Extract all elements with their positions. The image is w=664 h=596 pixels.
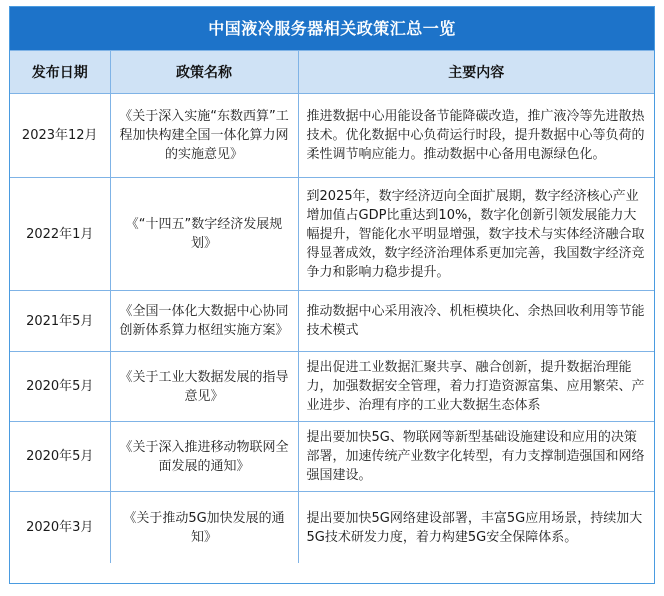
policy-table xyxy=(10,50,654,563)
cell-policy-name: 《关于深入实施“东数西算”工程加快构建全国一体化算力网的实施意见》 xyxy=(110,94,298,178)
table-row xyxy=(10,94,654,178)
cell-content: 推动数据中心采用液冷、机柜模块化、余热回收利用等节能技术模式 xyxy=(298,291,654,352)
cell-date: 2021年5月 xyxy=(10,291,110,352)
cell-date: 2020年5月 xyxy=(10,352,110,422)
cell-policy-name: 《全国一体化大数据中心协同创新体系算力枢纽实施方案》 xyxy=(110,291,298,352)
cell-content: 提出要加快5G、物联网等新型基础设施建设和应用的决策部署，加速传统产业数字化转型，有力支撑制造强国和网络强国建设。 xyxy=(298,422,654,492)
cell-date: 2023年12月 xyxy=(10,94,110,178)
header-row xyxy=(10,51,654,94)
header-policy-name: 政策名称 xyxy=(110,51,298,94)
cell-policy-name: 《关于推动5G加快发展的通知》 xyxy=(110,492,298,564)
header-content: 主要内容 xyxy=(298,51,654,94)
policy-table-card xyxy=(9,6,655,584)
table-title: 中国液冷服务器相关政策汇总一览 xyxy=(10,7,654,50)
cell-content: 推进数据中心用能设备节能降碳改造，推广液冷等先进散热技术。优化数据中心负荷运行时段，提升数据中心等负荷的柔性调节响应能力。推动数据中心备用电源绿色化。 xyxy=(298,94,654,178)
cell-policy-name: 《“十四五”数字经济发展规划》 xyxy=(110,178,298,291)
cell-content: 提出促进工业数据汇聚共享、融合创新，提升数据治理能力，加强数据安全管理，着力打造资源富集、应用繁荣、产业进步、治理有序的工业大数据生态体系 xyxy=(298,352,654,422)
cell-policy-name: 《关于深入推进移动物联网全面发展的通知》 xyxy=(110,422,298,492)
table-row xyxy=(10,352,654,422)
table-row xyxy=(10,178,654,291)
table-row xyxy=(10,422,654,492)
table-row xyxy=(10,492,654,564)
cell-content: 提出要加快5G网络建设部署，丰富5G应用场景，持续加大5G技术研发力度，着力构建5G安全保障体系。 xyxy=(298,492,654,564)
table-row xyxy=(10,291,654,352)
cell-policy-name: 《关于工业大数据发展的指导意见》 xyxy=(110,352,298,422)
cell-date: 2020年5月 xyxy=(10,422,110,492)
cell-content: 到2025年，数字经济迈向全面扩展期，数字经济核心产业增加值占GDP比重达到10%，数字化创新引领发展能力大幅提升，智能化水平明显增强，数字技术与实体经济融合取得显著成效，数字经济治理体系更加完善，我国数字经济竞争力和影响力稳步提升。 xyxy=(298,178,654,291)
header-date: 发布日期 xyxy=(10,51,110,94)
cell-date: 2022年1月 xyxy=(10,178,110,291)
cell-date: 2020年3月 xyxy=(10,492,110,564)
